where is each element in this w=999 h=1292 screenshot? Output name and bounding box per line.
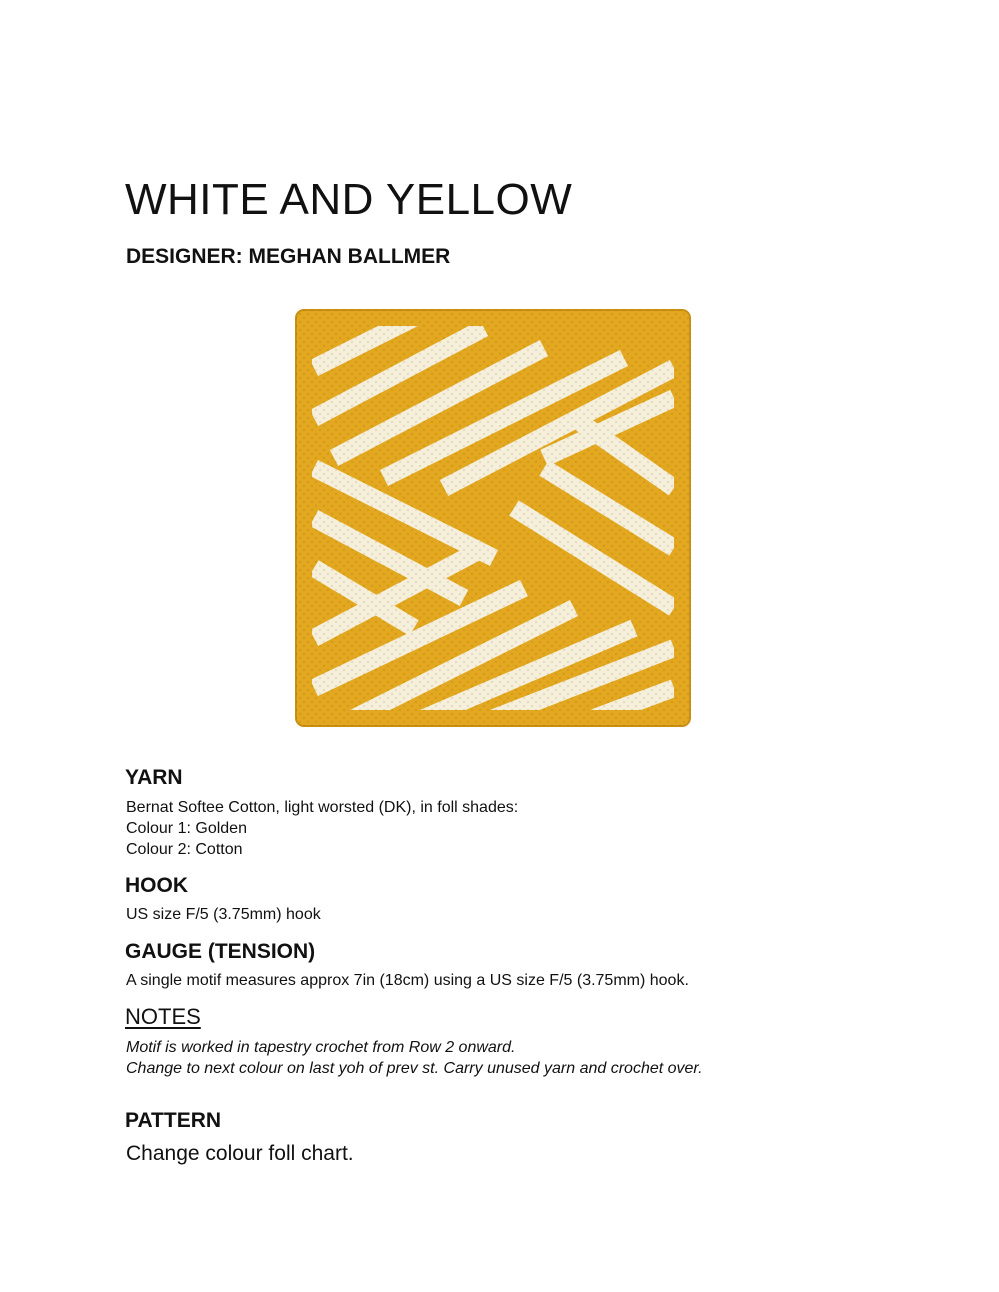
crochet-swatch-image <box>294 308 692 728</box>
yarn-heading: YARN <box>125 766 183 789</box>
notes-details <box>126 1037 703 1079</box>
pattern-heading: PATTERN <box>125 1109 222 1132</box>
swatch-texture <box>296 310 690 726</box>
gauge-heading: GAUGE (TENSION) <box>125 940 316 963</box>
hook-details: US size F/5 (3.75mm) hook <box>126 906 321 923</box>
notes-line: Motif is worked in tapestry crochet from Row 2 onward. <box>126 1039 516 1056</box>
designer-credit: DESIGNER: MEGHAN BALLMER <box>126 245 451 268</box>
notes-line: Change to next colour on last yoh of prev st. Carry unused yarn and crochet over. <box>126 1060 703 1077</box>
pattern-details: Change colour foll chart. <box>126 1142 354 1165</box>
crochet-swatch-photo <box>294 308 692 728</box>
notes-heading: NOTES <box>125 1004 201 1029</box>
yarn-details <box>126 797 518 860</box>
yarn-line: Colour 2: Cotton <box>126 841 243 858</box>
yarn-line: Colour 1: Golden <box>126 820 247 837</box>
page-title: WHITE AND YELLOW <box>125 175 573 224</box>
hook-heading: HOOK <box>125 874 188 897</box>
yarn-line: Bernat Softee Cotton, light worsted (DK), in foll shades: <box>126 799 519 816</box>
gauge-details: A single motif measures approx 7in (18cm) using a US size F/5 (3.75mm) hook. <box>126 972 689 989</box>
